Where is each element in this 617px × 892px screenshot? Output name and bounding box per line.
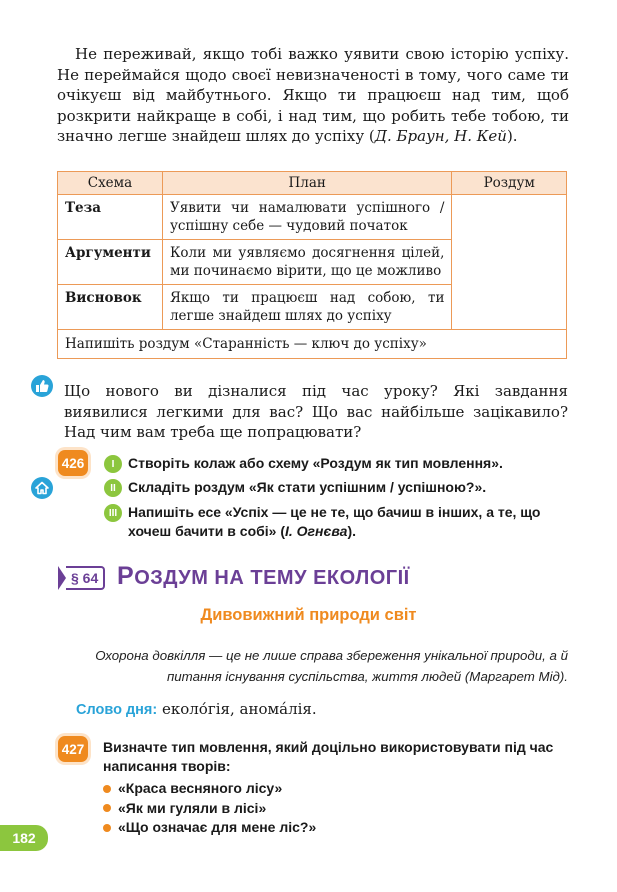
homework-item-1: Створіть колаж або схему «Роздум як тип мовлення». xyxy=(128,455,503,471)
task-427-list xyxy=(103,779,316,838)
section-number-badge: § 64 xyxy=(58,566,105,590)
page-number: 182 xyxy=(0,825,48,851)
bullet-icon xyxy=(103,804,111,812)
bullet-icon xyxy=(103,824,111,832)
thumbs-up-icon xyxy=(31,375,53,397)
home-icon xyxy=(31,477,53,499)
numeral-i: I xyxy=(104,455,122,473)
table-row xyxy=(58,330,567,359)
section-title: РОЗДУМ НА ТЕМУ ЕКОЛОГІЇ xyxy=(117,562,410,590)
bullet-icon xyxy=(103,785,111,793)
list-item: «Як ми гуляли в лісі» xyxy=(103,799,316,819)
reflection-question: Що нового ви дізналися під час уроку? Які завдання виявилися легкими для вас? Що вас найбільше зацікавило? Над чим вам треба ще попрацювати? xyxy=(64,382,568,441)
intro-paragraph: Не переживай, якщо тобі важко уявити свою історію успіху. Не переймайся щодо своєї невизначеності в тому, чого саме ти очікуєш від майбутнього. Якщо ти працюєш над тим, щоб розкрити найкраще в собі, і над тим, що робить тебе тобою, ти значно легше знайдеш шлях до успіху (Д. Браун, Н. Кей). xyxy=(57,45,569,145)
numeral-iii: III xyxy=(104,504,122,522)
task-427-text: Визначте тип мовлення, який доцільно використовувати під час написання творів: xyxy=(103,739,554,774)
word-of-day: Слово дня: еколо́гія, аномáлія. xyxy=(76,700,317,718)
scheme-table xyxy=(57,171,567,359)
homework-item-3: Напишіть есе «Успіх — це не те, що бачиш в інших, а те, що хочеш бачити в собі» (І. Огнєва). xyxy=(128,504,541,539)
task-427-badge: 427 xyxy=(58,736,88,762)
row-plan: Коли ми уявляємо досягнення цілей, ми починаємо вірити, що це можливо xyxy=(162,240,452,285)
header-plan: План xyxy=(162,172,452,195)
header-scheme: Схема xyxy=(58,172,163,195)
row-plan: Уявити чи намалювати успішного / успішну себе — чудовий початок xyxy=(162,195,452,240)
chevron-right-icon xyxy=(58,566,66,590)
list-item: «Що означає для мене ліс?» xyxy=(103,818,316,838)
list-item: «Краса весняного лісу» xyxy=(103,779,316,799)
section-subtitle: Дивовижний природи світ xyxy=(200,606,417,624)
table-row xyxy=(58,195,567,240)
row-term: Аргументи xyxy=(58,240,163,285)
intro-author: Д. Браун, Н. Кей xyxy=(374,127,507,145)
row-term: Теза xyxy=(58,195,163,240)
row-plan: Якщо ти працюєш над собою, ти легше знайдеш шлях до успіху xyxy=(162,285,452,330)
task-426-badge: 426 xyxy=(58,450,88,476)
table-task: Напишіть роздум «Старанність — ключ до успіху» xyxy=(58,330,567,359)
homework-item-2: Складіть роздум «Як стати успішним / успішною?». xyxy=(128,479,487,495)
epigraph: Охорона довкілля — це не лише справа збереження унікальної природи, а й питання існування суспільства, життя людей (Маргарет Мід). xyxy=(95,648,568,684)
row-term: Висновок xyxy=(58,285,163,330)
numeral-ii: II xyxy=(104,479,122,497)
header-reasoning: Роздум xyxy=(452,172,567,195)
reasoning-cell xyxy=(452,195,567,330)
